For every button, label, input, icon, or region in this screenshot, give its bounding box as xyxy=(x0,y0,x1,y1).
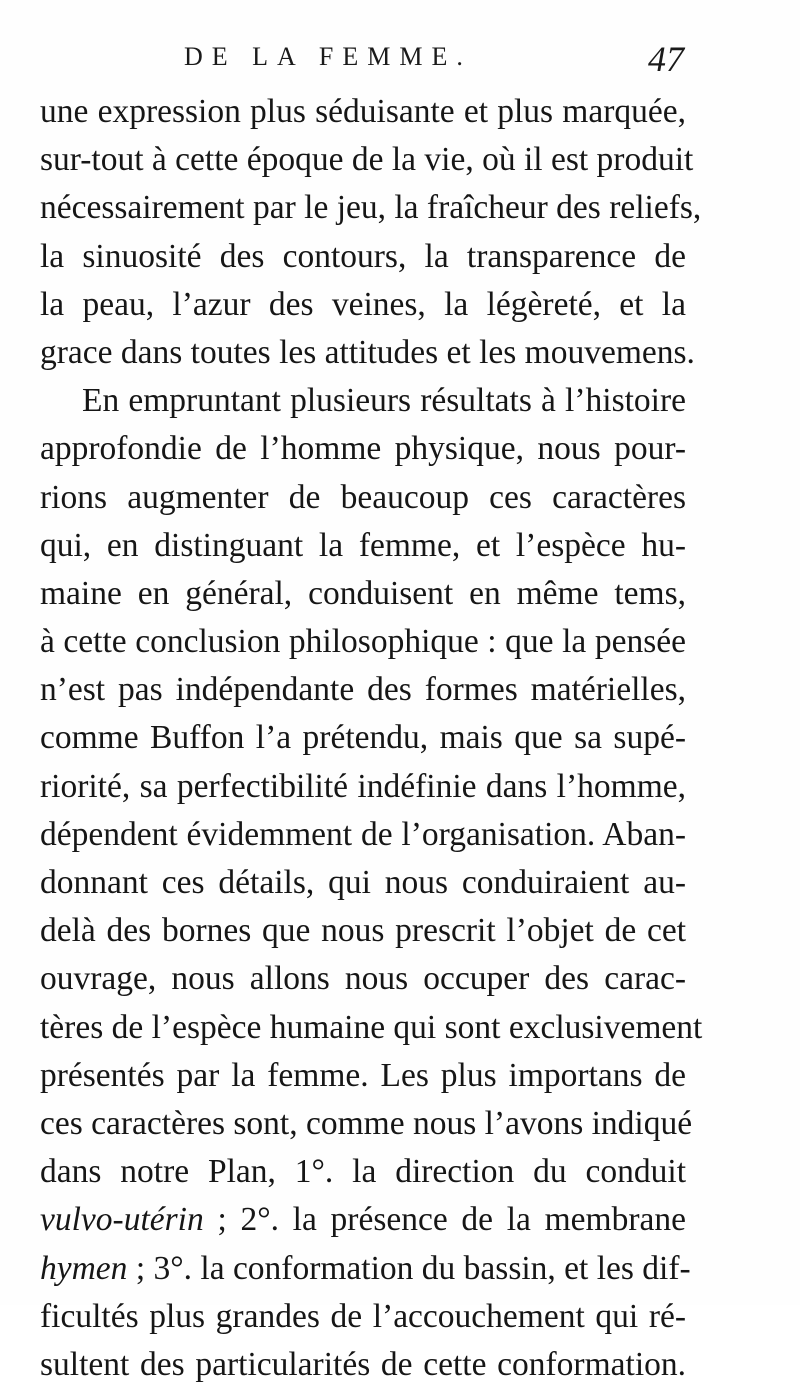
text-line: ces caractères sont, comme nous l’avons indiqué xyxy=(40,1104,693,1142)
italic-term: vulvo-utérin xyxy=(40,1201,204,1239)
text-line: la peau, l’azur des veines, la légèreté, et la xyxy=(40,285,686,323)
text-line: une expression plus séduisante et plus marquée, xyxy=(40,93,686,130)
text-line: ouvrage, nous allons nous occuper des carac- xyxy=(40,960,686,998)
text-line xyxy=(40,1196,686,1244)
text-line: maine en général, conduisent en même tems, xyxy=(40,574,686,612)
text-line: riorité, sa perfectibilité indéfinie dans l’homme, xyxy=(40,767,686,805)
text-line: donnant ces détails, qui nous conduiraient au- xyxy=(40,864,686,901)
body-text xyxy=(40,88,703,1389)
text-line: nécessairement par le jeu, la fraîcheur des reliefs, xyxy=(40,189,702,227)
text-line: la sinuosité des contours, la transparence de xyxy=(40,237,686,275)
text-run: ; 3°. la conformation du bassin, et les dif- xyxy=(135,1249,691,1287)
text-line: grace dans toutes les attitudes et les mouvemens. xyxy=(40,333,695,371)
text-line: à cette conclusion philosophique : que la pensée xyxy=(40,623,686,661)
text-line: comme Buffon l’a prétendu, mais que sa supé- xyxy=(40,719,686,757)
text-line: qui, en distinguant la femme, et l’espèce hu- xyxy=(40,526,686,564)
text-line: ficultés plus grandes de l’accouchement qui ré- xyxy=(40,1297,686,1335)
page-header xyxy=(34,38,684,88)
running-head: DE LA FEMME. xyxy=(184,42,472,71)
text-line: n’est pas indépendante des formes matérielles, xyxy=(40,671,686,709)
text-run: ; 2°. la présence de la membrane xyxy=(217,1201,686,1239)
page-number: 47 xyxy=(648,39,684,79)
text-line: delà des bornes que nous prescrit l’objet de cet xyxy=(40,912,686,950)
text-line: tères de l’espèce humaine qui sont exclusivement xyxy=(40,1008,703,1046)
text-line: rions augmenter de beaucoup ces caractères xyxy=(40,478,686,516)
text-line: dans notre Plan, 1°. la direction du conduit xyxy=(40,1153,686,1191)
text-line: approfondie de l’homme physique, nous pour- xyxy=(40,430,686,468)
text-line: En empruntant plusieurs résultats à l’histoire xyxy=(82,382,686,420)
text-line: présentés par la femme. Les plus importans de xyxy=(40,1056,686,1094)
text-line xyxy=(40,1245,691,1293)
text-line: sultent des particularités de cette conformation. xyxy=(40,1345,686,1383)
text-line: dépendent évidemment de l’organisation. Aban- xyxy=(40,815,686,853)
italic-term: hymen xyxy=(40,1249,128,1287)
text-line: sur-tout à cette époque de la vie, où il est produit xyxy=(40,141,694,179)
